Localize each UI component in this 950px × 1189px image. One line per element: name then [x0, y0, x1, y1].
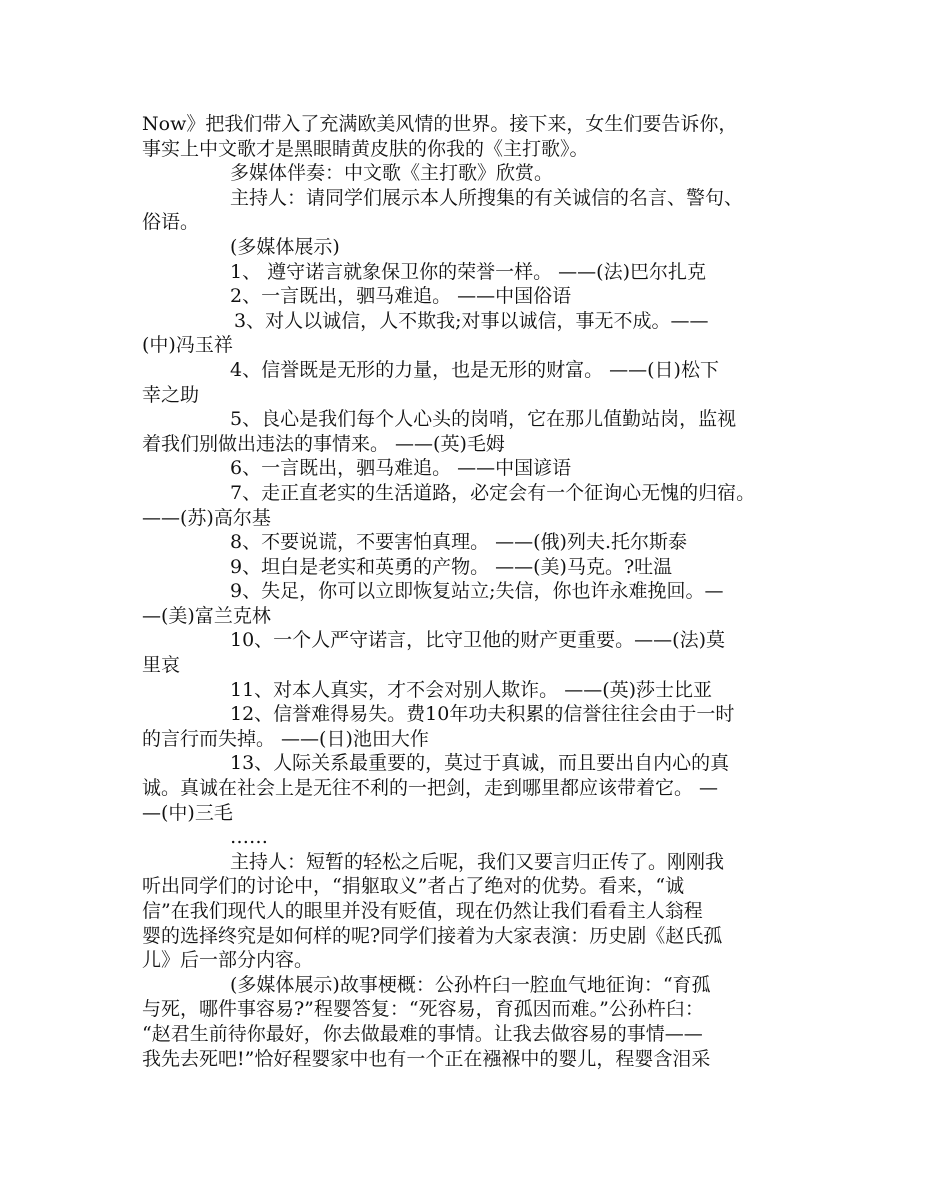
text-line: 1、 遵守诺言就象保卫你的荣誉一样。 ——(法)巴尔扎克: [230, 260, 706, 283]
text-line: 着我们别做出违法的事情来。 ——(英)毛姆: [142, 432, 505, 455]
text-line: (中)冯玉祥: [142, 334, 233, 357]
text-line: 13、人际关系最重要的，莫过于真诚，而且要出自内心的真: [230, 752, 730, 775]
text-line: —(中)三毛: [142, 801, 233, 824]
text-line: 7、走正直老实的生活道路，必定会有一个征询心无愧的归宿。: [230, 481, 756, 504]
text-line: 我先去死吧!”恰好程婴家中也有一个正在襁褓中的婴儿，程婴含泪采: [142, 1047, 711, 1070]
text-line: ——(苏)高尔基: [142, 506, 271, 529]
document-body: [142, 112, 822, 1071]
text-line: 信”在我们现代人的眼里并没有贬值，现在仍然让我们看看主人翁程: [142, 900, 703, 922]
text-line: 婴的选择终究是如何样的呢?同学们接着为大家表演：历史剧《赵氏孤: [142, 924, 723, 947]
text-line: 与死，哪件事容易?”程婴答复：“死容易，育孤因而难。”公孙杵臼：: [142, 998, 704, 1021]
text-line: —(美)富兰克林: [142, 604, 271, 627]
text-line: 10、一个人严守诺言，比守卫他的财产更重要。——(法)莫: [230, 629, 726, 652]
text-line: 多媒体伴奏：中文歌《主打歌》欣赏。: [230, 162, 554, 185]
text-line: 5、良心是我们每个人心头的岗哨，它在那儿值勤站岗，监视: [230, 408, 737, 431]
text-line: 4、信誉既是无形的力量，也是无形的财富。 ——(日)松下: [230, 358, 719, 381]
text-line: 诚。真诚在社会上是无往不利的一把剑，走到哪里都应该带着它。 —: [142, 777, 719, 800]
text-line: 2、一言既出，驷马难追。 ——中国俗语: [230, 285, 572, 308]
text-line: 3、对人以诚信，人不欺我;对事以诚信，事无不成。——: [234, 309, 709, 332]
text-line: 的言行而失掉。 ——(日)池田大作: [142, 727, 429, 750]
text-line: 里哀: [142, 654, 181, 677]
text-line: ……: [230, 826, 268, 849]
text-line: 9、坦白是老实和英勇的产物。 ——(美)马克。?吐温: [230, 555, 673, 578]
text-line: “赵君生前待你最好，你去做最难的事情。让我去做容易的事情——: [142, 1022, 703, 1045]
text-line: 儿》后一部分内容。: [142, 949, 314, 972]
text-line: 6、一言既出，驷马难追。 ——中国谚语: [230, 457, 572, 480]
text-line: (多媒体展示)故事梗概：公孙杵臼一腔血气地征询：“育孤: [230, 973, 711, 996]
text-line: 幸之助: [142, 383, 200, 406]
text-line: 12、信誉难得易失。费10年功夫积累的信誉往往会由于一时: [230, 703, 735, 726]
text-line: Now》把我们带入了充满欧美风情的世界。接下来，女生们要告诉你，: [142, 113, 738, 135]
text-line: (多媒体展示): [230, 235, 340, 258]
text-line: 主持人：请同学们展示本人所搜集的有关诚信的名言、警句、: [230, 186, 744, 209]
text-line: 俗语。: [142, 211, 200, 234]
text-line: 11、对本人真实，才不会对别人欺诈。 ——(英)莎士比亚: [230, 678, 713, 701]
text-line: 事实上中文歌才是黑眼睛黄皮肤的你我的《主打歌》。: [142, 137, 589, 160]
text-line: 9、失足，你可以立即恢复站立;失信，你也许永难挽回。—: [230, 580, 724, 603]
text-line: 8、不要说谎，不要害怕真理。 ——(俄)列夫.托尔斯泰: [230, 531, 687, 554]
text-line: 听出同学们的讨论中，“捐躯取义”者占了绝对的优势。看来，“诚: [142, 875, 685, 898]
text-line: 主持人：短暂的轻松之后呢，我们又要言归正传了。刚刚我: [230, 850, 725, 873]
